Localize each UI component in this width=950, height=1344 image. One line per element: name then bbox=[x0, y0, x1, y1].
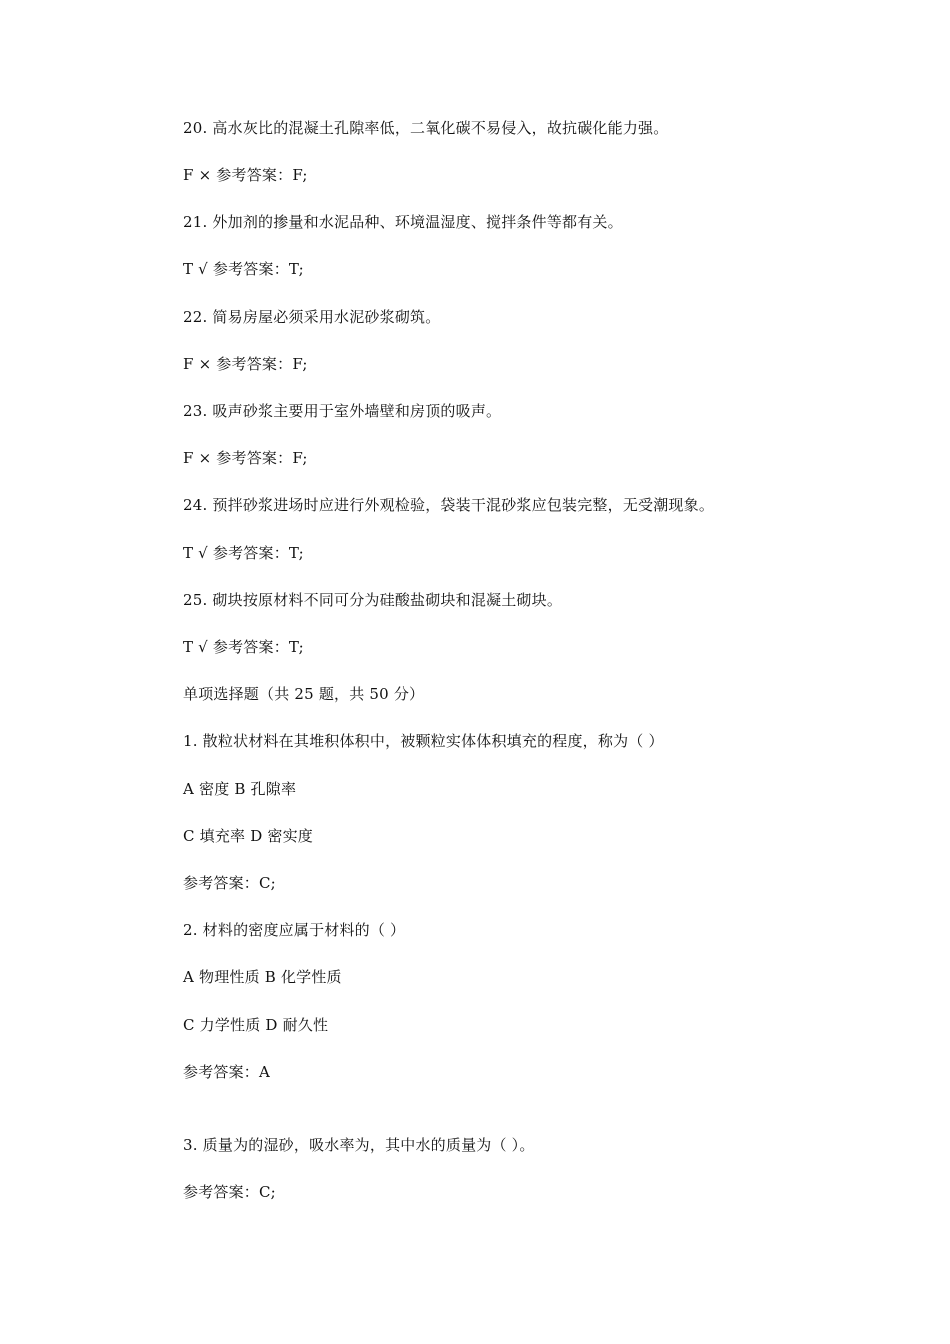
mc-question-1: 1. 散粒状材料在其堆积体积中，被颗粒实体体积填充的程度，称为（ ） bbox=[183, 732, 664, 750]
mc-options-1-cd: C 填充率 D 密实度 bbox=[183, 827, 314, 845]
mc-answer-3: 参考答案：C; bbox=[183, 1183, 276, 1201]
mc-answer-1: 参考答案：C; bbox=[183, 874, 276, 892]
question-21: 21. 外加剂的掺量和水泥品种、环境温湿度、搅拌条件等都有关。 bbox=[183, 213, 623, 231]
question-23: 23. 吸声砂浆主要用于室外墙壁和房顶的吸声。 bbox=[183, 402, 502, 420]
answer-23: F × 参考答案：F; bbox=[183, 449, 308, 467]
question-24: 24. 预拌砂浆进场时应进行外观检验，袋装干混砂浆应包装完整，无受潮现象。 bbox=[183, 496, 715, 514]
mc-options-1-ab: A 密度 B 孔隙率 bbox=[183, 780, 297, 798]
section-heading: 单项选择题（共 25 题，共 50 分） bbox=[183, 685, 425, 703]
mc-question-3: 3. 质量为的湿砂，吸水率为，其中水的质量为（ ）。 bbox=[183, 1136, 535, 1154]
question-22: 22. 简易房屋必须采用水泥砂浆砌筑。 bbox=[183, 308, 441, 326]
answer-25: T √ 参考答案：T; bbox=[183, 638, 304, 656]
question-25: 25. 砌块按原材料不同可分为硅酸盐砌块和混凝土砌块。 bbox=[183, 591, 563, 609]
answer-20: F × 参考答案：F; bbox=[183, 166, 308, 184]
mc-question-2: 2. 材料的密度应属于材料的（ ） bbox=[183, 921, 406, 939]
question-20: 20. 高水灰比的混凝土孔隙率低，二氧化碳不易侵入，故抗碳化能力强。 bbox=[183, 119, 669, 137]
mc-options-2-cd: C 力学性质 D 耐久性 bbox=[183, 1016, 329, 1034]
mc-options-2-ab: A 物理性质 B 化学性质 bbox=[183, 968, 342, 986]
answer-24: T √ 参考答案：T; bbox=[183, 544, 304, 562]
mc-answer-2: 参考答案：A bbox=[183, 1063, 271, 1081]
answer-21: T √ 参考答案：T; bbox=[183, 260, 304, 278]
answer-22: F × 参考答案：F; bbox=[183, 355, 308, 373]
